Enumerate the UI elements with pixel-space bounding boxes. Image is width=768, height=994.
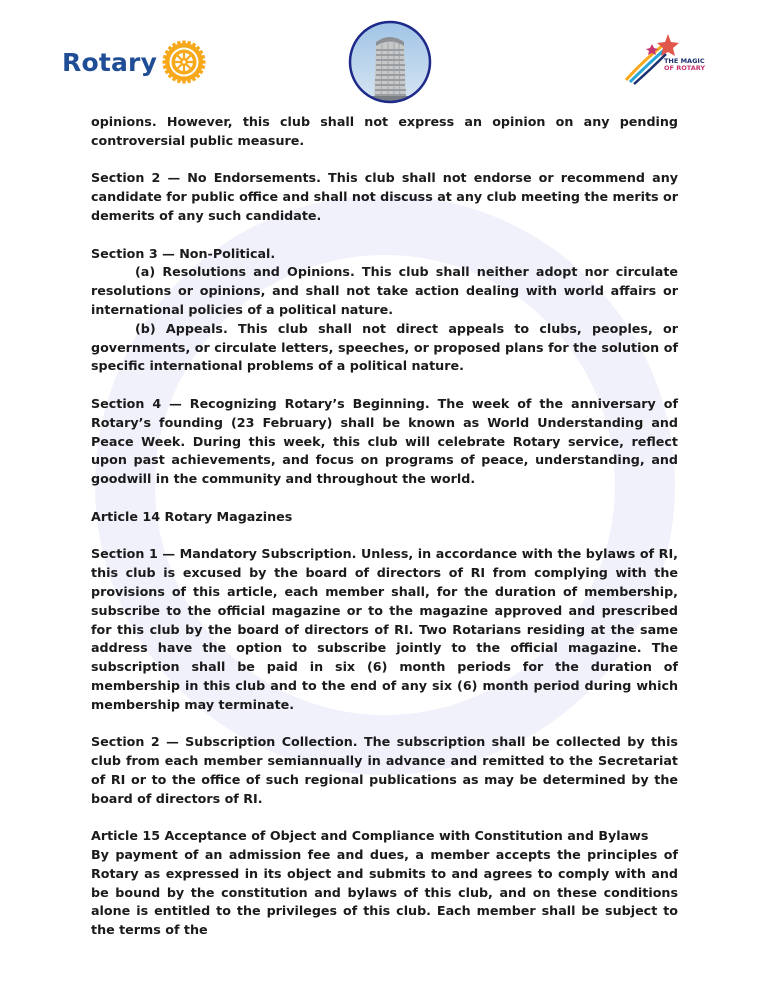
paragraph-section2: Section 2 — No Endorsements. This club shall not endorse or recommend any candidate for public office and shall not discuss at any club meeting the merits or demerits of any such candidate. — [91, 170, 678, 223]
document-body — [91, 113, 678, 940]
paragraph-a14-section2: Section 2 — Subscription Collection. The subscription shall be collected by this club from each member semiannually in advance and remitted to the Secretariat of RI or to the office of such regional publications as may be determined by the board of directors of RI. — [91, 734, 678, 806]
paragraph-section3b: (b) Appeals. This club shall not direct appeals to clubs, peoples, or governments, or circulate letters, speeches, or proposed plans for the solution of specific international problems of a political nature. — [91, 320, 678, 374]
paragraph-a15-body: By payment of an admission fee and dues, a member accepts the principles of Rotary as expressed in its object and submits to and agrees to comply with and be bound by the constitution and bylaws of this club, and on these conditions alone is entitled to the privileges of this club. Each member shall be subject to the terms of the — [91, 847, 678, 938]
magic-logo-line2: OF ROTARY — [664, 64, 706, 72]
article14-heading: Article 14 Rotary Magazines — [91, 508, 293, 524]
section3-heading: Section 3 — Non-Political. — [91, 245, 276, 261]
rotary-wordmark: Rotary — [62, 47, 158, 77]
rotary-logo — [62, 38, 208, 86]
paragraph-opening: opinions. However, this club shall not express an opinion on any pending controversial public measure. — [91, 114, 678, 148]
building-emblem — [348, 20, 432, 104]
magic-logo-line1: THE MAGIC — [664, 57, 705, 65]
article15-heading: Article 15 Acceptance of Object and Compliance with Constitution and Bylaws — [91, 828, 649, 844]
rotary-wheel-icon — [160, 38, 208, 86]
paragraph-a14-section1: Section 1 — Mandatory Subscription. Unless, in accordance with the bylaws of RI, this club is excused by the board of directors of RI from complying with the provisions of this article, each member shall, for the duration of membership, subscribe to the official magazine or to the magazine approved and prescribed for this club by the board of directors of RI. Two Rotarians residing at the same address have the option to subscribe jointly to the official magazine. The subscription shall be paid in six (6) month periods for the duration of membership in this club and to the end of any six (6) month period during which membership may terminate. — [91, 546, 678, 712]
magic-of-rotary-logo — [622, 28, 706, 86]
magic-logo-text — [664, 58, 705, 72]
paragraph-section4: Section 4 — Recognizing Rotary’s Beginning. The week of the anniversary of Rotary’s founding (23 February) shall be known as World Understanding and Peace Week. During this week, this club will celebrate Rotary service, reflect upon past achievements, and focus on programs of peace, understanding, and goodwill in the community and throughout the world. — [91, 395, 678, 487]
paragraph-section3a: (a) Resolutions and Opinions. This club shall neither adopt nor circulate resolutions or opinions, and shall not take action dealing with world affairs or international policies of a political nature. — [91, 264, 678, 317]
